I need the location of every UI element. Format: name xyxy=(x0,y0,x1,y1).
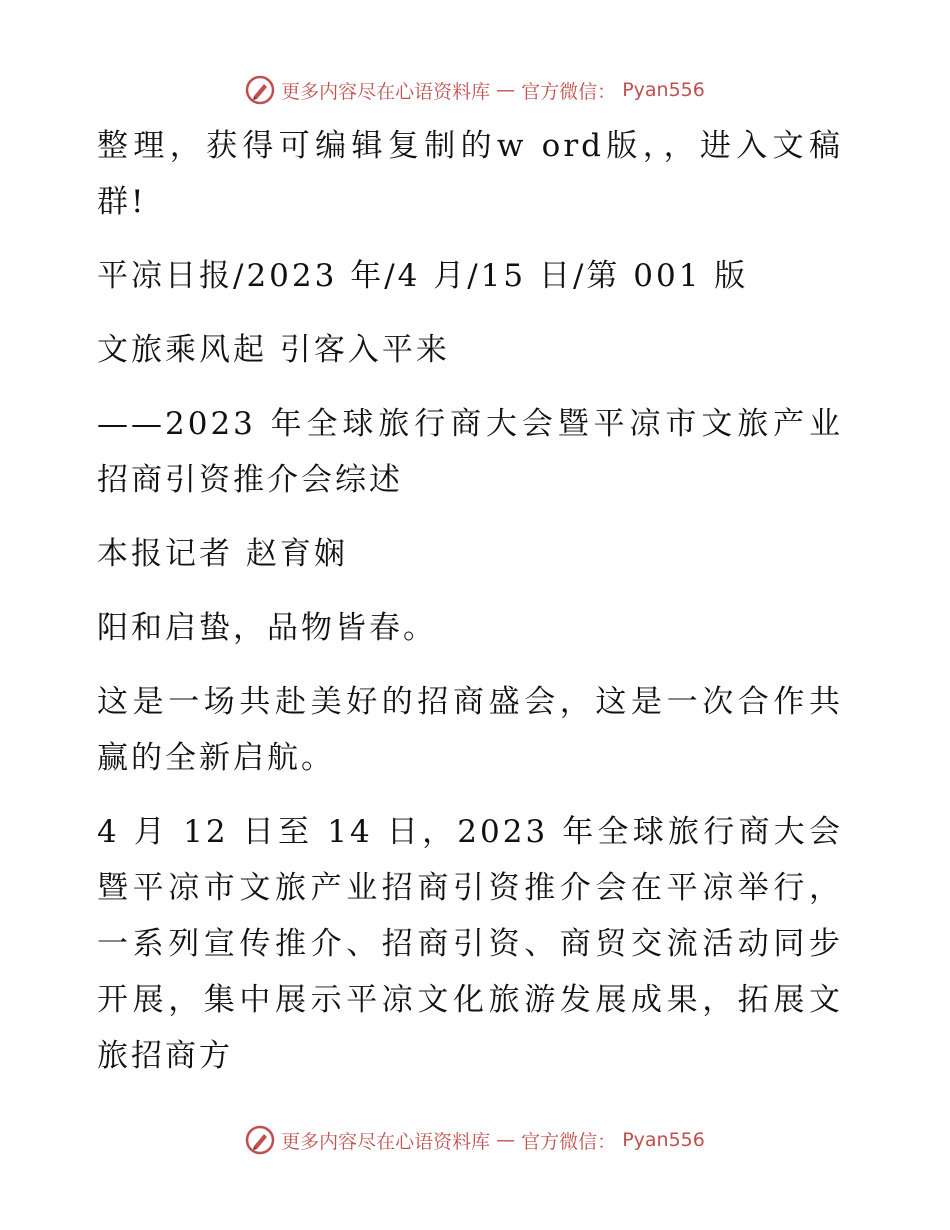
watermark-wechat-id: Pyan556 xyxy=(622,1129,705,1151)
footer-watermark xyxy=(0,1120,950,1160)
watermark-site-text: 更多内容尽在心语资料库 xyxy=(281,1130,491,1153)
paragraph-body-1: 这是一场共赴美好的招商盛会，这是一次合作共赢的全新启航。 xyxy=(97,684,843,776)
watermark-site-text: 更多内容尽在心语资料库 xyxy=(281,80,491,103)
article-byline: 本报记者 赵育娴 xyxy=(97,536,348,572)
paragraph-lead: 阳和启蛰，品物皆春。 xyxy=(97,610,437,646)
watermark-wechat-label: 官方微信： xyxy=(521,1130,617,1153)
article-title: 文旅乘风起 引客入平来 xyxy=(97,332,450,368)
watermark-wechat-label: 官方微信： xyxy=(521,80,617,103)
pen-logo-icon xyxy=(245,1125,275,1155)
document-body xyxy=(97,118,843,1102)
paragraph-body-2: 4 月 12 日至 14 日，2023 年全球旅行商大会暨平凉市文旅产业招商引资推介会在平凉举行，一系列宣传推介、招商引资、商贸交流活动同步开展，集中展示平凉文化旅游发展成果，拓展文旅招商方 xyxy=(97,814,843,1074)
watermark-separator: — xyxy=(496,79,516,101)
header-watermark xyxy=(0,70,950,110)
paragraph-intro: 整理，获得可编辑复制的w ord版，，进入文稿群! xyxy=(97,128,843,220)
pen-logo-icon xyxy=(245,75,275,105)
paragraph-source: 平凉日报/2023 年/4 月/15 日/第 001 版 xyxy=(97,258,749,294)
watermark-separator: — xyxy=(496,1129,516,1151)
article-subtitle: ——2023 年全球旅行商大会暨平凉市文旅产业招商引资推介会综述 xyxy=(97,406,843,498)
watermark-wechat-id: Pyan556 xyxy=(622,79,705,101)
